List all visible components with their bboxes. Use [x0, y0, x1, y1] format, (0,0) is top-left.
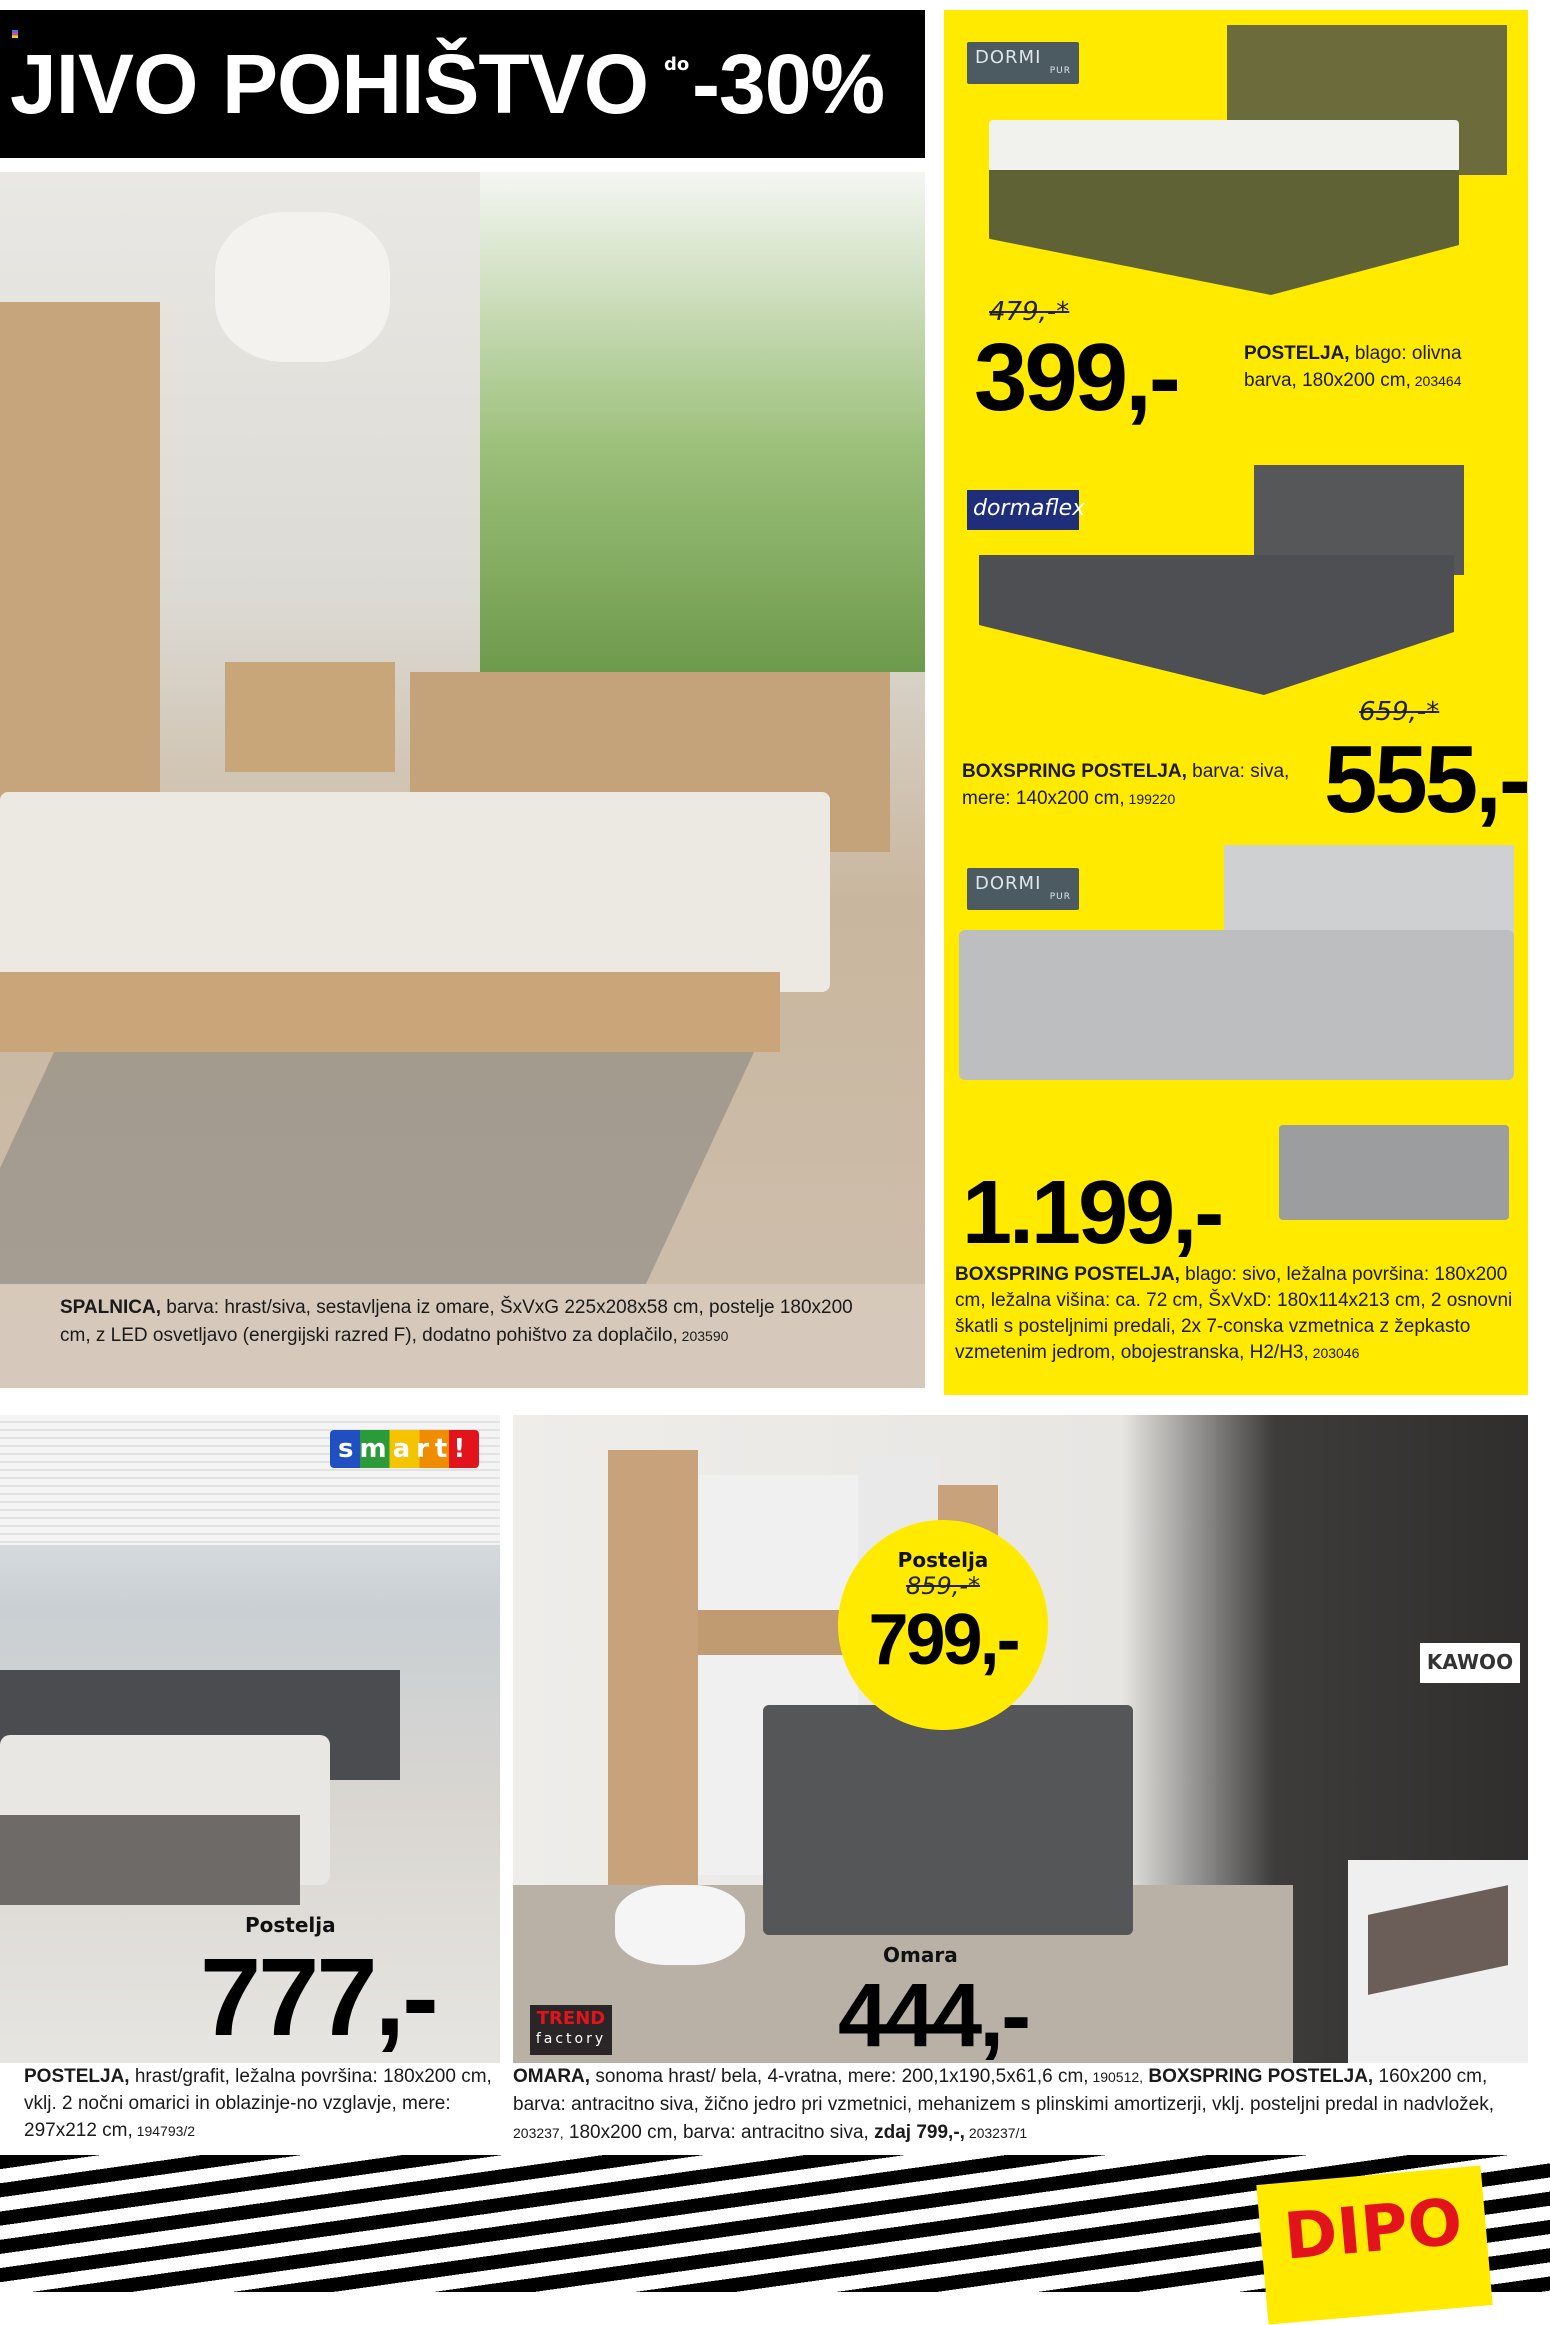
boxspring-light: [959, 930, 1514, 1080]
bed-olive: [989, 170, 1459, 295]
boxspring-grey: [979, 555, 1454, 695]
offer-caption: BOXSPRING POSTELJA, barva: siva, mere: 140x200 cm, 199220: [962, 761, 1290, 809]
bed-frame: [0, 972, 780, 1052]
wardrobe-oak: [608, 1450, 698, 1890]
discount-prefix: do: [664, 54, 690, 75]
window-view: [480, 172, 925, 672]
smart-logo: smart!: [330, 1430, 479, 1468]
bed-photo-left: [0, 1415, 500, 2063]
boxspring-detail-image: [1348, 1860, 1528, 2063]
header-title-outline: JIVO: [10, 37, 198, 131]
price: 444,-: [838, 1966, 1029, 2063]
boxspring-anthracite: [763, 1705, 1133, 1935]
hero-caption: SPALNICA, barva: hrast/siva, sestavljena iz omare, ŠxVxG 225x208x58 cm, postelje 180x200 cm, z LED osvetljavo (energijski razred F), dodatno pohištvo za doplačilo, 203590: [60, 1297, 853, 1346]
dormi-logo: DORMI PUR: [967, 42, 1079, 84]
storage-detail: [1279, 1125, 1509, 1220]
pendant-lamp: [215, 212, 390, 362]
bed: [0, 792, 830, 992]
caption-bed-left: POSTELJA, hrast/grafit, ležalna površina: 180x200 cm, vklj. 2 nočni omarici in oblazinje-no vzglavje, mere: 297x212 cm, 194793/2: [24, 2066, 492, 2141]
offer-caption: BOXSPRING POSTELJA, blago: sivo, ležalna površina: 180x200 cm, ležalna višina: ca. 72 cm, ŠxVxD: 180x114x213 cm, 2 osnovni škatli s posteljnimi predali, 2x 7-conska vzmetnica z žepkasto vzmetenim jedrom, obojestranska, H2/H3, 203046: [955, 1264, 1513, 1363]
dipo-logo: DIPO: [1256, 2165, 1492, 2324]
pillow: [615, 1885, 745, 1965]
rug: [0, 1052, 754, 1284]
header-banner: [0, 10, 925, 158]
old-price: 659,-*: [1359, 697, 1440, 727]
product-label: Postelja: [245, 1913, 336, 1937]
dormi-logo: DORMI PUR: [967, 868, 1079, 910]
price: 1.199,-: [962, 1163, 1222, 1263]
offer-caption: POSTELJA, blago: olivna barva, 180x200 cm, 203464: [1244, 343, 1462, 391]
offers-panel: [944, 10, 1528, 1395]
price: 399,-: [974, 324, 1178, 431]
bedroom-photo: [0, 172, 925, 1388]
old-price: 479,-*: [989, 297, 1070, 327]
bedroom-photo-right: [513, 1415, 1528, 2063]
dresser: [225, 662, 395, 772]
product-label: Omara: [883, 1943, 958, 1967]
dormaflex-logo: dormaflex: [967, 490, 1079, 530]
trend-factory-logo: TREND factory: [530, 2005, 612, 2055]
price: 555,-: [1324, 726, 1528, 833]
blanket: [0, 1815, 300, 1905]
caption-omara-boxspring: OMARA, sonoma hrast/ bela, 4-vratna, mere: 200,1x190,5x61,6 cm, 190512, BOXSPRING POSTELJA, 160x200 cm, barva: antracitno siva, žično jedro pri vzmetnici, mehanizem s plinskimi amortizerji, vklj. posteljni predal in nadvložek, 203237, 180x200 cm, barva: antracitno siva, zdaj 799,-, 203237/1: [513, 2066, 1495, 2143]
price: 777,-: [200, 1936, 436, 2059]
kawoo-logo: KAWOO: [1420, 1643, 1520, 1683]
discount: -30%: [692, 37, 885, 131]
header-title: POHIŠTVO: [222, 37, 649, 131]
price-badge: Postelja 859,-* 799,-: [838, 1520, 1048, 1730]
